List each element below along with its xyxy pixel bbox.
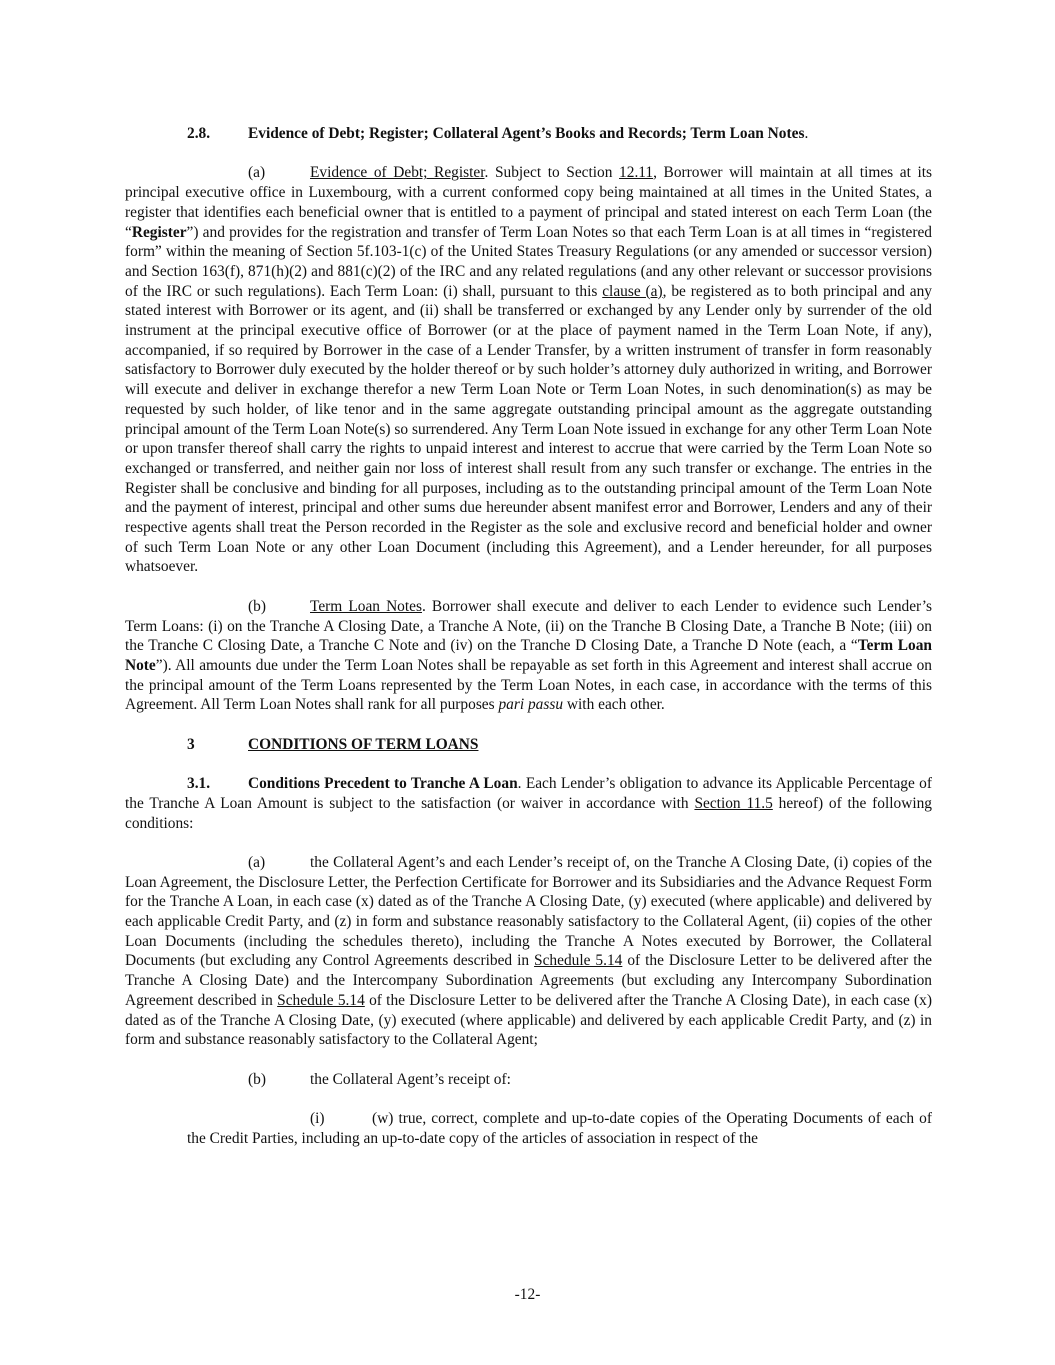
paragraph-label: (a)	[248, 853, 266, 871]
paragraph-text: of the Disclosure Letter to be delivered after the Tranche A Closing Date), in each case (x) dated as of the Tranche A Closing Date, (y) executed (where applicable) and delivered by each applicable Credit Party, and (z) in form and substance reasonably satisfactory to the Collateral Agent;	[125, 991, 933, 1049]
section-number: 3.1.	[187, 775, 211, 793]
cross-reference: Schedule 5.14	[534, 952, 623, 970]
cross-reference: Schedule 5.14	[277, 991, 365, 1009]
paragraph-label: (b)	[248, 597, 266, 615]
paragraph-text: the Collateral Agent’s receipt of:	[310, 1070, 511, 1088]
paragraph-text: ”). All amounts due under the Term Loan Notes shall be repayable as set forth in this Agreement and interest shall accrue on the principal amount of the Term Loans represented by the Term Loan Notes, in each case, in accordance with the terms of this Agreement. All Term Loan Notes shall rank for all purposes	[125, 656, 932, 714]
paragraph-text: . Each Lender’s obligation to advance its Applicable Percentage of the Tranche A Loan Amount is subject to the satisfaction (or waiver in accordance with	[125, 775, 932, 812]
paragraph-text: with each other.	[563, 696, 665, 714]
paragraph-text: the Collateral Agent’s and each Lender’s receipt of, on the Tranche A Closing Date, (i) copies of the Loan Agreement, the Disclosure Letter, the Perfection Certificate for Borrower and its Subsidiaries and the Advance Request Form for the Tranche A Loan, in each case (x) dated as of the Tranche A Closing Date, (y) executed (where applicable) and delivered by each applicable Credit Party, and (z) in form and substance reasonably satisfactory to the Collateral Agent, (ii) copies of the other Loan Documents (including the schedules thereto), including the Tranche A Notes executed by Borrower, the Collateral Documents (but excluding any Control Agreements described in	[125, 853, 932, 970]
paragraph-label: (b)	[248, 1070, 266, 1088]
cross-reference: 12.11	[619, 164, 654, 182]
section-3-1	[125, 774, 932, 833]
condition-b-i	[187, 1109, 932, 1148]
paragraph-text: . Borrower shall execute and deliver to each Lender to evidence such Lender’s Term Loans: (i) on the Tranche A Closing Date, a Tranche A Note, (ii) on the Tranche B Closing Date, a Tranche B Note; (iii) on the Tranche C Closing Date, a Tranche C Note and (iv) on the Tranche D Closing Date, a Tranche D Note (each, a “	[125, 597, 933, 655]
article-3-heading	[125, 735, 932, 755]
paragraph-text: , Borrower will maintain at all times at its principal executive office in Luxembourg, with a current conformed copy being maintained at all times in the United States, a register that identifies each beneficial owner that is entitled to a payment of principal and stated interest on each Term Loan (the “	[125, 164, 932, 241]
paragraph-b-term-loan-notes	[125, 597, 932, 715]
condition-b	[125, 1070, 932, 1090]
section-2-8-heading	[125, 124, 932, 144]
section-number: 2.8.	[187, 125, 211, 142]
section-title: Evidence of Debt; Register; Collateral Agent’s Books and Records; Term Loan Notes	[248, 125, 805, 142]
page-number: -12-	[514, 1286, 541, 1303]
cross-reference: clause (a)	[602, 282, 663, 300]
paragraph-label: (i)	[310, 1110, 325, 1128]
paragraph-text: ”) and provides for the registration and transfer of Term Loan Notes so that each Term Loan is at all times in “registered form” within the meaning of Section 5f.103-1(c) of the United States Treasury Regulations (or any amended or successor version) and Section 163(f), 871(h)(2) and 881(c)(2) of the IRC and any related regulations (and any other relevant or successor provisions of the IRC or such regulations). Each Term Loan: (i) shall, pursuant to this	[125, 223, 932, 300]
italic-term: pari passu	[498, 696, 564, 714]
document-page	[125, 124, 932, 1148]
section-title: Conditions Precedent to Tranche A Loan	[248, 775, 518, 793]
paragraph-text: hereof) of the following conditions:	[125, 794, 933, 832]
condition-a	[125, 853, 932, 1050]
paragraph-text: . Subject to Section	[484, 164, 620, 182]
section-title-period: .	[804, 125, 809, 142]
paragraph-heading: Term Loan Notes	[310, 597, 422, 615]
paragraph-text: , be registered as to both principal and any stated interest with Borrower or its agent, and (ii) shall be transferred or exchanged by any Lender only by surrender of the old instrument at the principal executive office of Borrower (or at the place of payment named in the Term Loan Note, if any), accompanied, if so required by Borrower in the case of a Lender Transfer, by a written instrument of transfer in form reasonably satisfactory to Borrower duly executed by the holder thereof or by such holder’s attorney duly authorized in writing, and Borrower will execute and deliver in exchange therefor a new Term Loan Note or Term Loan Notes, in such denomination(s) as may be requested by such holder, of like tenor and in the same aggregate outstanding principal amount as the aggregate outstanding principal amount of the Term Loan Note(s) so surrendered. Any Term Loan Note issued in exchange for any other Term Loan Note or upon transfer thereof shall carry the rights to unpaid interest and interest to accrue that were carried by the Term Loan Note so exchanged or transferred, and neither gain nor loss of interest shall result from any such transfer or exchange. The entries in the Register shall be conclusive and binding for all purposes, including as to the outstanding principal amount of the Term Loan Note and the payment of interest, principal and other sums due hereunder absent manifest error and Borrower, Lenders and any of their respective agents shall treat the Person recorded in the Register as the sole and exclusive record and beneficial holder and owner of such Term Loan Note or any other Loan Document (including this Agreement), and a Lender hereunder, for all purposes whatsoever.	[125, 282, 932, 576]
defined-term: Register	[131, 223, 187, 241]
paragraph-a-evidence-of-debt	[125, 163, 932, 577]
defined-term: Term Loan Note	[125, 637, 932, 674]
article-number: 3	[187, 735, 195, 753]
paragraph-text: of the Disclosure Letter to be delivered after the Tranche A Closing Date) and the Intercompany Subordination Agreements (but excluding any Intercompany Subordination Agreement described in	[125, 952, 932, 1009]
paragraph-heading: Evidence of Debt; Register	[310, 164, 485, 182]
paragraph-label: (a)	[248, 164, 266, 182]
article-title: CONDITIONS OF TERM LOANS	[248, 735, 479, 753]
paragraph-text: (w) true, correct, complete and up-to-date copies of the Operating Documents of each of the Credit Parties, including an up-to-date copy of the articles of association in respect of the	[187, 1110, 932, 1147]
cross-reference: Section 11.5	[694, 794, 773, 812]
condition-b-i-wrapper	[125, 1109, 932, 1148]
